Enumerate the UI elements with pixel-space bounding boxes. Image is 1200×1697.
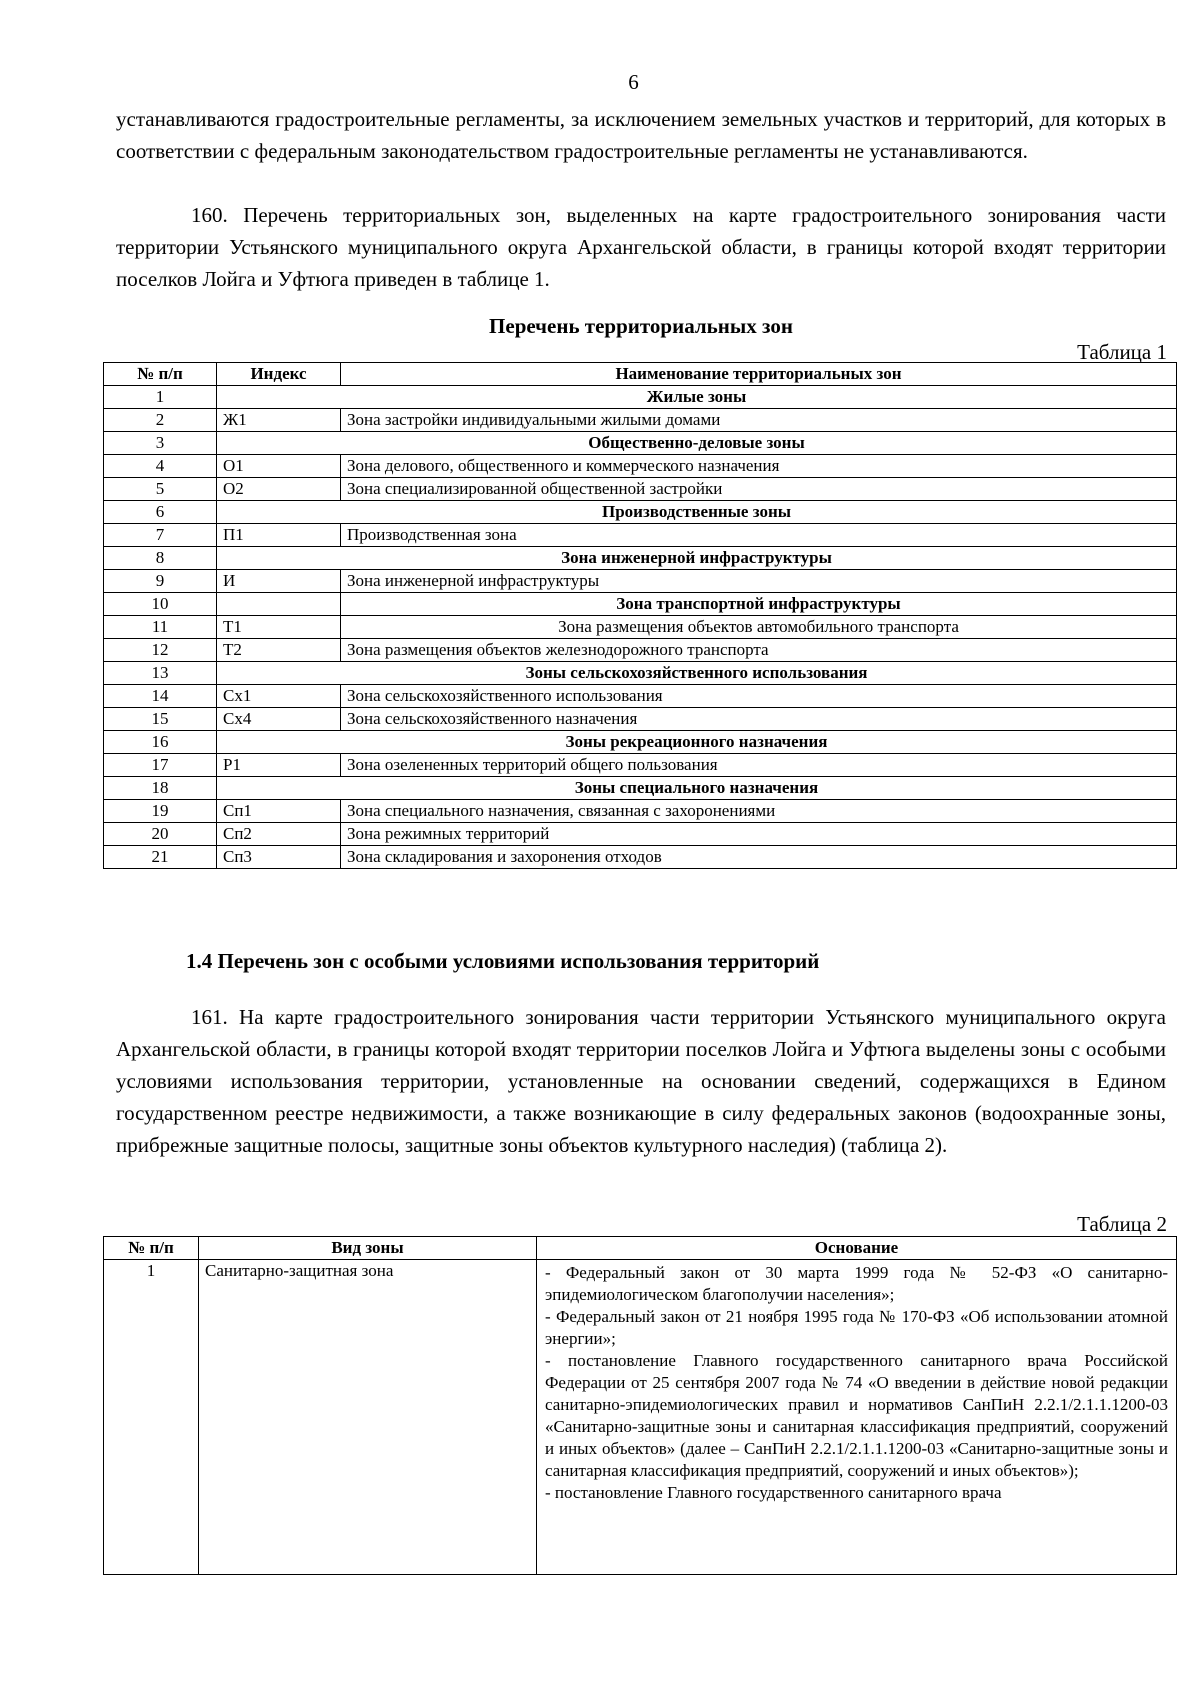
table-row <box>104 616 1177 639</box>
cell-index: Р1 <box>217 754 341 777</box>
table-row <box>104 639 1177 662</box>
table2-cell-basis <box>537 1260 1177 1575</box>
basis-item: - постановление Главного государственного санитарного врача Российской Федерации от 25 сентября 2007 года № 74 «О введении в действие новой редакции санитарно-эпидемиологических правил и нормативов СанПиН 2.2.1/2.1.1.1200-03 «Санитарно-защитные зоны и санитарная классификация предприятий, сооружений и иных объектов» (далее – СанПиН 2.2.1/2.1.1.1200-03 «Санитарно-защитные зоны и санитарная классификация предприятий, сооружений и иных объектов»); <box>545 1351 1168 1480</box>
cell-number: 14 <box>104 685 217 708</box>
table-group-row <box>104 386 1177 409</box>
cell-number: 17 <box>104 754 217 777</box>
table1-body <box>104 386 1177 869</box>
table1-header-index: Индекс <box>217 363 341 386</box>
cell-index: Сп2 <box>217 823 341 846</box>
table-special-zones <box>103 1236 1177 1575</box>
paragraph-160: 160. Перечень территориальных зон, выделенных на карте градостроительного зонирования части территории Устьянского муниципального округа Архангельской области, в границы которой входят территории поселков Лойга и Уфтюга приведен в таблице 1. <box>116 203 1166 291</box>
cell-zone-name: Зона застройки индивидуальными жилыми домами <box>341 409 1177 432</box>
cell-number: 2 <box>104 409 217 432</box>
cell-zone-name: Зона размещения объектов автомобильного транспорта <box>341 616 1177 639</box>
cell-index: Сх4 <box>217 708 341 731</box>
cell-index: О2 <box>217 478 341 501</box>
table-row <box>104 455 1177 478</box>
cell-zone-name: Зона сельскохозяйственного назначения <box>341 708 1177 731</box>
paragraph-continuation: устанавливаются градостроительные регламенты, за исключением земельных участков и территорий, для которых в соответствии с федеральным законодательством градостроительные регламенты не устанавливаются. <box>116 107 1166 163</box>
cell-number: 5 <box>104 478 217 501</box>
cell-group-title: Жилые зоны <box>217 386 1177 409</box>
table-group-row <box>104 662 1177 685</box>
cell-number: 18 <box>104 777 217 800</box>
cell-number: 1 <box>104 386 217 409</box>
table1-header-number: № п/п <box>104 363 217 386</box>
cell-number: 16 <box>104 731 217 754</box>
table-group-row <box>104 731 1177 754</box>
table-row <box>104 846 1177 869</box>
table1-caption: Перечень территориальных зон <box>489 314 793 338</box>
table-row <box>104 823 1177 846</box>
cell-number: 15 <box>104 708 217 731</box>
table-row <box>104 570 1177 593</box>
cell-index: Т1 <box>217 616 341 639</box>
table-row <box>104 478 1177 501</box>
page-number: 6 <box>628 70 639 94</box>
cell-number: 4 <box>104 455 217 478</box>
cell-index: Сп3 <box>217 846 341 869</box>
cell-zone-name: Производственная зона <box>341 524 1177 547</box>
cell-number: 12 <box>104 639 217 662</box>
table-row <box>104 800 1177 823</box>
cell-zone-name: Зона инженерной инфраструктуры <box>341 570 1177 593</box>
table1-header-row <box>104 363 1177 386</box>
cell-number: 7 <box>104 524 217 547</box>
cell-zone-name: Зона сельскохозяйственного использования <box>341 685 1177 708</box>
basis-item: - постановление Главного государственного санитарного врача <box>545 1483 1002 1502</box>
table1-label: Таблица 1 <box>1077 340 1167 364</box>
cell-zone-name: Зона складирования и захоронения отходов <box>341 846 1177 869</box>
cell-zone-name: Зона делового, общественного и коммерческого назначения <box>341 455 1177 478</box>
cell-group-title: Зоны рекреационного назначения <box>217 731 1177 754</box>
table-group-row <box>104 593 1177 616</box>
basis-item: - Федеральный закон от 21 ноября 1995 года № 170-ФЗ «Об использовании атомной энергии»; <box>545 1307 1168 1348</box>
cell-number: 6 <box>104 501 217 524</box>
cell-number: 10 <box>104 593 217 616</box>
table-row <box>104 524 1177 547</box>
cell-number: 8 <box>104 547 217 570</box>
cell-group-title: Зоны специального назначения <box>217 777 1177 800</box>
cell-number: 21 <box>104 846 217 869</box>
cell-number: 19 <box>104 800 217 823</box>
table-row <box>104 1260 1177 1575</box>
cell-zone-name: Зона размещения объектов железнодорожного транспорта <box>341 639 1177 662</box>
paragraph-161: 161. На карте градостроительного зонирования части территории Устьянского муниципального округа Архангельской области, в границы которой входят территории поселков Лойга и Уфтюга выделены зоны с особыми условиями использования территории, установленные на основании сведений, содержащихся в Едином государственном реестре недвижимости, а также возникающие в силу федеральных законов (водоохранные зоны, прибрежные защитные полосы, защитные зоны объектов культурного наследия) (таблица 2). <box>116 1005 1166 1157</box>
cell-group-title: Производственные зоны <box>217 501 1177 524</box>
cell-zone-name: Зона режимных территорий <box>341 823 1177 846</box>
cell-index: О1 <box>217 455 341 478</box>
cell-group-title: Общественно-деловые зоны <box>217 432 1177 455</box>
cell-group-title: Зона транспортной инфраструктуры <box>341 593 1177 616</box>
cell-index: П1 <box>217 524 341 547</box>
cell-number: 11 <box>104 616 217 639</box>
table2-cell-zone: Санитарно-защитная зона <box>199 1260 537 1575</box>
table-group-row <box>104 432 1177 455</box>
table-row <box>104 685 1177 708</box>
cell-index: И <box>217 570 341 593</box>
table2-label: Таблица 2 <box>1077 1212 1167 1236</box>
table1-header-name: Наименование территориальных зон <box>341 363 1177 386</box>
cell-number: 13 <box>104 662 217 685</box>
table-row <box>104 708 1177 731</box>
table2-header-number: № п/п <box>104 1237 199 1260</box>
basis-item: - Федеральный закон от 30 марта 1999 года № 52-ФЗ «О санитарно-эпидемиологическом благополучии населения»; <box>545 1263 1168 1304</box>
table-row <box>104 409 1177 432</box>
section-heading: 1.4 Перечень зон с особыми условиями использования территорий <box>186 949 820 973</box>
cell-number: 20 <box>104 823 217 846</box>
cell-number: 9 <box>104 570 217 593</box>
table2-header-zone: Вид зоны <box>199 1237 537 1260</box>
cell-index: Сп1 <box>217 800 341 823</box>
cell-zone-name: Зона специального назначения, связанная с захоронениями <box>341 800 1177 823</box>
table-group-row <box>104 777 1177 800</box>
table-group-row <box>104 501 1177 524</box>
table2-header-basis: Основание <box>537 1237 1177 1260</box>
table-group-row <box>104 547 1177 570</box>
cell-number: 3 <box>104 432 217 455</box>
cell-index: Ж1 <box>217 409 341 432</box>
cell-index: Т2 <box>217 639 341 662</box>
cell-index: Сх1 <box>217 685 341 708</box>
cell-zone-name: Зона специализированной общественной застройки <box>341 478 1177 501</box>
table-row <box>104 754 1177 777</box>
cell-zone-name: Зона озелененных территорий общего пользования <box>341 754 1177 777</box>
table-territorial-zones <box>103 362 1177 869</box>
cell-index <box>217 593 341 616</box>
cell-group-title: Зона инженерной инфраструктуры <box>217 547 1177 570</box>
cell-group-title: Зоны сельскохозяйственного использования <box>217 662 1177 685</box>
table2-header-row <box>104 1237 1177 1260</box>
table2-cell-number: 1 <box>104 1260 199 1575</box>
